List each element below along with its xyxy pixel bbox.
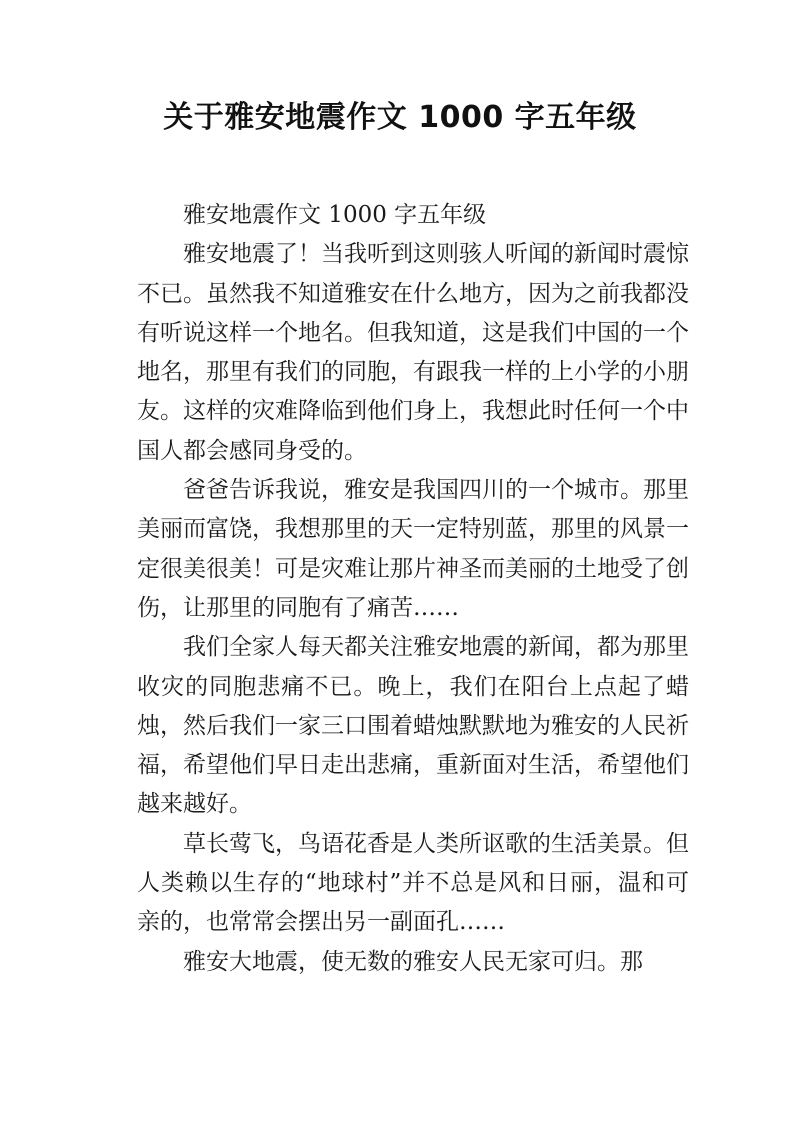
paragraph: 我们全家人每天都关注雅安地震的新闻，都为那里收灾的同胞悲痛不已。晚上，我们在阳台上点起了蜡烛，然后我们一家三口围着蜡烛默默地为雅安的人民祈福，希望他们早日走出悲痛，重新面对生活，希望他们越来越好。 [137,634,689,818]
document-title: 关于雅安地震作文 1000 字五年级 [163,100,637,135]
paragraph: 雅安大地震，使无数的雅安人民无家可归。那 [183,948,643,975]
paragraph: 爸爸告诉我说，雅安是我国四川的一个城市。那里美丽而富饶，我想那里的天一定特别蓝，那里的风景一定很美很美！可是灾难让那片神圣而美丽的土地受了创伤，让那里的同胞有了痛苦…… [137,477,689,621]
paragraph: 草长莺飞，鸟语花香是人类所讴歌的生活美景。但人类赖以生存的“地球村”并不总是风和日丽，温和可亲的，也常常会摆出另一副面孔…… [137,830,689,936]
paragraph: 雅安地震了！当我听到这则骇人听闻的新闻时震惊不已。虽然我不知道雅安在什么地方，因为之前我都没有听说这样一个地名。但我知道，这是我们中国的一个地名，那里有我们的同胞，有跟我一样的上小学的小朋友。这样的灾难降临到他们身上，我想此时任何一个中国人都会感同身受的。 [137,241,689,464]
document-body [137,196,689,982]
paragraph-subtitle: 雅安地震作文 1000 字五年级 [183,202,487,228]
